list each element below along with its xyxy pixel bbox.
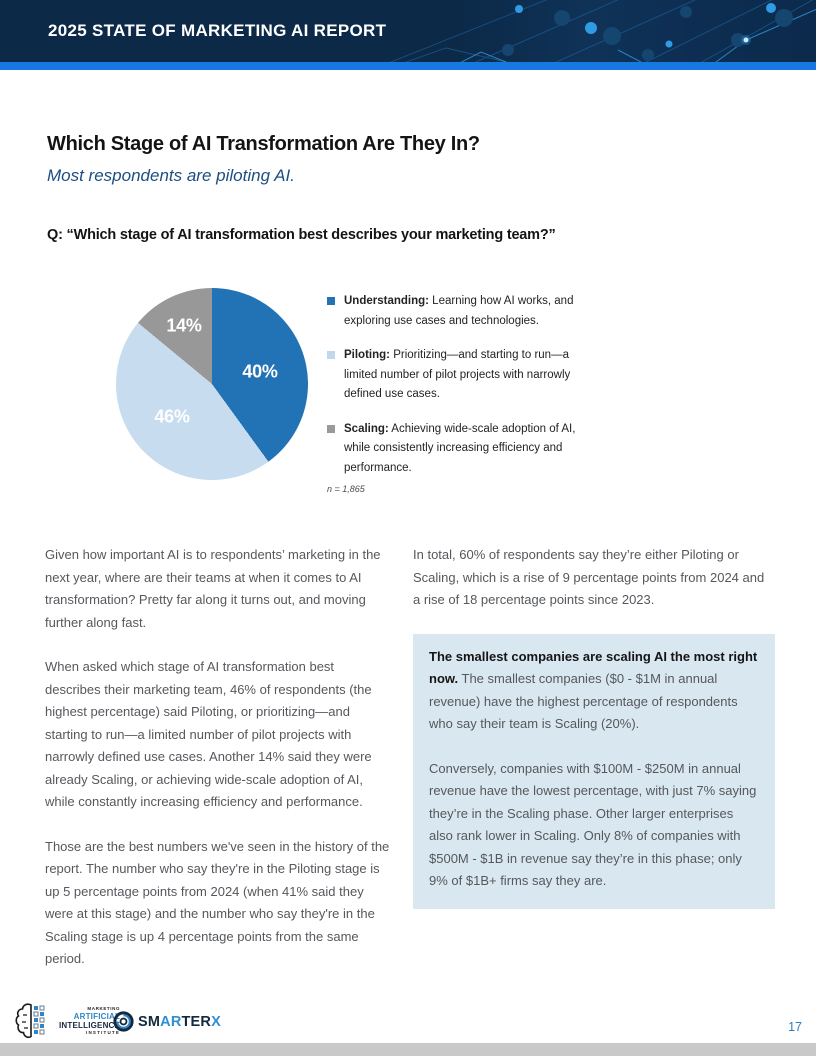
- callout-paragraph: Conversely, companies with $100M - $250M in annual revenue have the lowest percentage, with just 7% saying they’re in the Scaling phase. Other larger enterprises also rank lower in Scaling. Only 8% of companies with $500M - $1B in revenue say they’re in this phase; only 9% of $1B+ firms say they are.: [429, 760, 757, 888]
- brain-circuit-icon: [14, 1001, 56, 1041]
- legend-label: Understanding:: [344, 295, 429, 307]
- smarterx-text-ar: AR: [160, 1013, 182, 1030]
- callout-text: The smallest companies ($0 - $1M in annual revenue) have the highest percentage of respondents who say their team is Scaling (20%).: [429, 671, 738, 731]
- survey-question: Q: “Which stage of AI transformation best describes your marketing team?”: [47, 227, 556, 243]
- pie-slice-label-scaling: 14%: [166, 315, 202, 336]
- callout-box: [413, 634, 775, 909]
- smarterx-logo: [113, 1011, 221, 1032]
- page-title: Which Stage of AI Transformation Are They In?: [47, 133, 480, 155]
- paragraph: In total, 60% of respondents say they’re either Piloting or Scaling, which is a rise of 9 percentage points from 2024 and a rise of 18 percentage points since 2023.: [413, 547, 765, 607]
- pie-slice-label-piloting: 46%: [154, 406, 190, 427]
- legend-description: Prioritizing—and starting to run—a limited number of pilot projects with narrowly defined use cases.: [344, 349, 571, 400]
- bottom-bar: [0, 1043, 816, 1056]
- page-subtitle: Most respondents are piloting AI.: [47, 166, 295, 185]
- sample-size-note: n = 1,865: [327, 484, 365, 494]
- body-right-column: [413, 544, 775, 909]
- smarterx-text-x: X: [211, 1013, 221, 1030]
- smarterx-text-sm: SM: [138, 1013, 161, 1030]
- maii-word-artificial: ARTIFICIAL: [73, 1011, 121, 1021]
- header-banner: [0, 0, 816, 62]
- callout-paragraph: [429, 646, 759, 736]
- maii-word-marketing: MARKETING: [87, 1005, 121, 1011]
- legend-item-piloting: [327, 346, 591, 405]
- legend-label: Scaling:: [344, 422, 389, 435]
- marketing-ai-institute-logo: [14, 1001, 120, 1041]
- chart-legend: [327, 292, 591, 478]
- paragraph: Given how important AI is to respondents’ marketing in the next year, where are their teams at when it comes to AI transformation? Pretty far along it turns out, and moving further along fast.: [45, 547, 381, 630]
- legend-swatch-scaling: [327, 425, 335, 433]
- paragraph: Those are the best numbers we've seen in the history of the report. The number who say they're in the Piloting stage is up 5 percentage points from 2024 (when 41% said they were at this stage) and the number who say they're in the Scaling stage is up 4 percentage points from the same period.: [45, 838, 390, 966]
- circuit-pattern-decoration: [386, 0, 816, 62]
- report-title: 2025 STATE OF MARKETING AI REPORT: [48, 21, 387, 40]
- legend-item-understanding: [327, 292, 591, 331]
- legend-swatch-understanding: [327, 297, 335, 305]
- maii-word-intelligence: INTELLIGENCE: [59, 1020, 121, 1030]
- legend-label: Piloting:: [344, 349, 390, 361]
- maii-word-institute: INSTITUTE: [86, 1030, 121, 1035]
- header-accent-stripe: [0, 62, 816, 70]
- page-number: 17: [788, 1020, 802, 1034]
- callout-lead: The smallest companies are scaling AI the most right now.: [429, 648, 758, 686]
- paragraph: When asked which stage of AI transformation best describes their marketing team, 46% of respondents (the highest percentage) said Piloting, or prioritizing—and starting to run—a limited number of pilot projects with narrowly defined use cases. Another 14% said they were already Scaling, or achieving wide-scale adoption of AI, while constantly increasing efficiency and performance.: [45, 659, 372, 809]
- smarterx-text-ter: TER: [181, 1013, 212, 1030]
- smarterx-circle-icon: [113, 1011, 134, 1032]
- legend-description: Achieving wide-scale adoption of AI, while consistently increasing efficiency and performance.: [344, 422, 576, 474]
- legend-swatch-piloting: [327, 351, 335, 359]
- pie-chart: [116, 288, 308, 480]
- legend-description: Learning how AI works, and exploring use cases and technologies.: [344, 295, 574, 327]
- body-left-column: [45, 544, 392, 971]
- pie-slice-label-understanding: 40%: [242, 361, 278, 382]
- legend-item-scaling: [327, 420, 591, 479]
